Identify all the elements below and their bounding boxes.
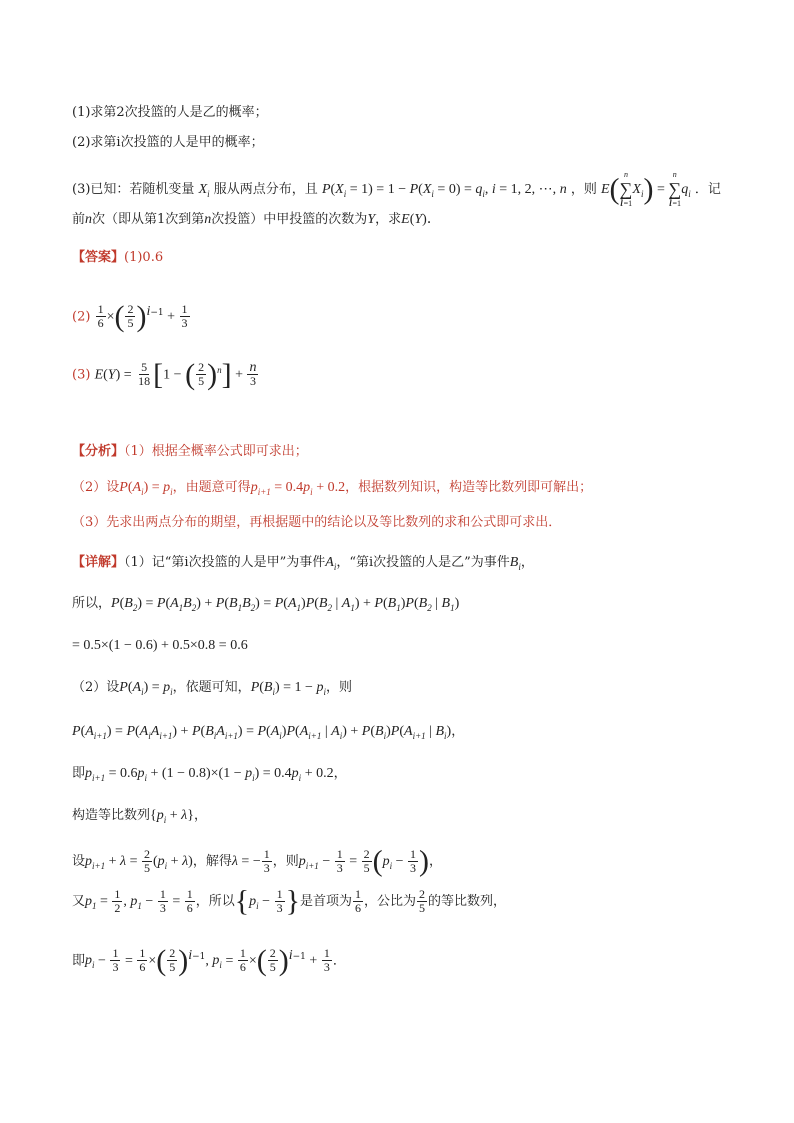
question-3: (3)已知：若随机变量 $X_i$ 服从两点分布，且 $P(X_i = 1) = 1 - P(X_i = 0) = q_i$, i = 1, 2, ⋯, n ，则 E( n ∑ i=1 $X_i$) = n ∑ i=1 $q_i$ ．记 (72, 170, 721, 210)
detail-2: 所以，$P(B_2) = P(A_1B_2) + P(B_1B_2) = P(A_1)P(B_2$ | $A_1) + P(B_1)P(B_2$ | $B_1$) (72, 596, 460, 613)
formula: $X_i$ (198, 182, 210, 199)
detail-7: 构造等比数列$\{p_i + \lambda\}$， (72, 808, 207, 825)
detail-5: $P(A_{i+1}) = P(A_iA_{i+1}) + P(B_iA_{i+1}) = P(A_i)P(A_{i+1}$ | $A_i) + P(B_i)P(A_{i+1}$ | $B_i$)， (72, 724, 465, 741)
analysis-3: （3）先求出两点分布的期望，再根据题中的结论以及等比数列的求和公式即可求出． (72, 515, 562, 530)
detail-8: 设$p_{i+1} + \lambda$ = $\frac{2}{5}$ $(p_i + \lambda)$，解得λ = − $\frac{1}{3}$ ，则$p_{i+1}$ − $\frac{1}{3}$ = $\frac{2}{5}$ ($p_i$ − $\frac{1}{3}$ )， (72, 844, 443, 878)
question-3-cont: 前n次（即从第1次到第n次投篮）中甲投篮的次数为Y，求E(Y)． (72, 212, 441, 227)
detail-tag: 【详解】 (72, 555, 125, 570)
analysis-2: （2）设$P(A_i) = p_i$，由题意可得$p_{i+1} = 0.4p_i + 0.2$，根据数列知识，构造等比数列即可解出； (72, 480, 593, 497)
analysis-1: 【分析】（1）根据全概率公式即可求出； (72, 444, 308, 459)
detail-9: 又$p_1$ = $\frac{1}{2}$ , $p_1$ − $\frac{1}{3}$ = $\frac{1}{6}$ ，所以{$p_i$ − $\frac{1}{3}$ }是首项为 $\frac{1}{6}$ ，公比为 $\frac{2}{5}$ 的等比数列， (72, 884, 507, 918)
question-1: (1)求第2次投篮的人是乙的概率； (72, 105, 268, 120)
analysis-tag: 【分析】 (72, 444, 125, 459)
detail-1: 【详解】（1）记“第i次投篮的人是甲”为事件$A_i$，“第i次投篮的人是乙”为事件$B_i$， (72, 555, 534, 572)
detail-4: （2）设$P(A_i) = p_i$，依题可知，$P(B_i) = 1 - p_i$，则 (72, 680, 352, 697)
answer-3: (3) E(Y) = $\frac{5}{18}$ [1 − ( $\frac{2}{5}$ )$^n$] + $\frac{n}{3}$ (72, 357, 257, 391)
detail-10: 即$p_i$ − $\frac{1}{3}$ = $\frac{1}{6}$ ×( $\frac{2}{5}$ )$^{i-1}$, $p_i$ = $\frac{1}{6}$ ×( $\frac{2}{5}$ )$^{i-1}$ + $\frac{1}{3}$ ． (72, 943, 346, 977)
detail-6: 即$p_{i+1} = 0.6p_i + (1 - 0.8)\times(1 - p_i) = 0.4p_i + 0.2$， (72, 766, 347, 783)
formula: P (321, 182, 331, 197)
sum-symbol: n ∑ i=1 (668, 170, 682, 210)
formula: E (600, 182, 610, 197)
detail-3: = 0.5×(1 − 0.6) + 0.5×0.8 = 0.6 (72, 638, 248, 653)
answer-tag: 【答案】 (72, 250, 125, 265)
answer-2: (2) $\frac{1}{6}$ ×( $\frac{2}{5}$ )$^{i-1}$ + $\frac{1}{3}$ (72, 299, 188, 333)
sum-symbol: n ∑ i=1 (619, 170, 633, 210)
answer-1: 【答案】(1)0.6 (72, 250, 164, 265)
question-2: (2)求第i次投篮的人是甲的概率； (72, 135, 264, 150)
